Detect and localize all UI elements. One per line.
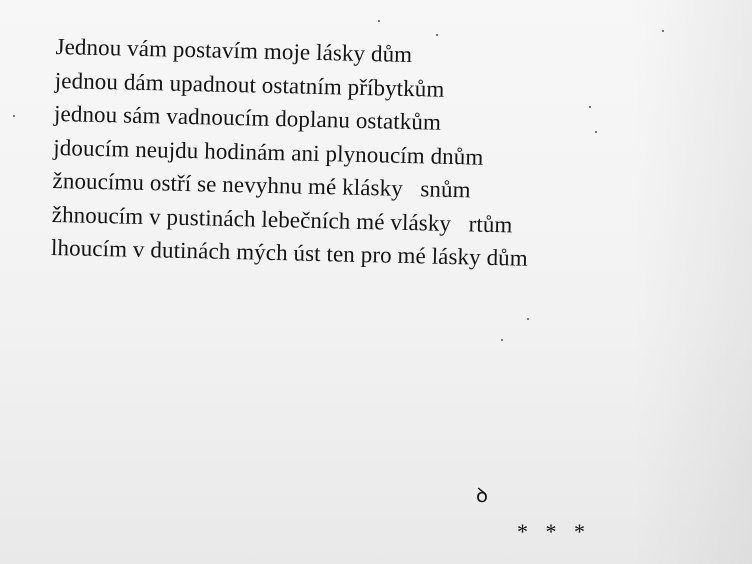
paper-speck [662, 30, 664, 32]
poem-line: lhoucím v dutinách mých úst ten pro mé lásky dům [50, 234, 529, 271]
handwritten-mark: ꝺ [476, 485, 488, 507]
poem-line: Jednou vám postavím moje lásky dům [55, 33, 413, 68]
poem-line: jdoucím neujdu hodinám ani plynoucím dnům [53, 134, 484, 170]
poem-line: jednou sám vadnoucím doplanu ostatkům [53, 100, 442, 135]
poem-line: žnoucímu ostří se nevyhnu mé klásky snům [52, 167, 471, 203]
poem-line: žhnoucím v pustinách lebečních mé vlásky rtům [51, 201, 513, 237]
poem-line: jednou dám upadnout ostatním příbytkům [54, 67, 445, 102]
paper-speck [527, 318, 529, 320]
paper-speck [378, 20, 380, 22]
paper-speck [501, 339, 503, 341]
paper-speck [13, 115, 15, 117]
paper-speck [595, 131, 597, 133]
section-separator: * * * [517, 519, 591, 544]
paper-speck [589, 106, 591, 108]
paper-speck [436, 34, 438, 36]
poem [51, 30, 696, 279]
